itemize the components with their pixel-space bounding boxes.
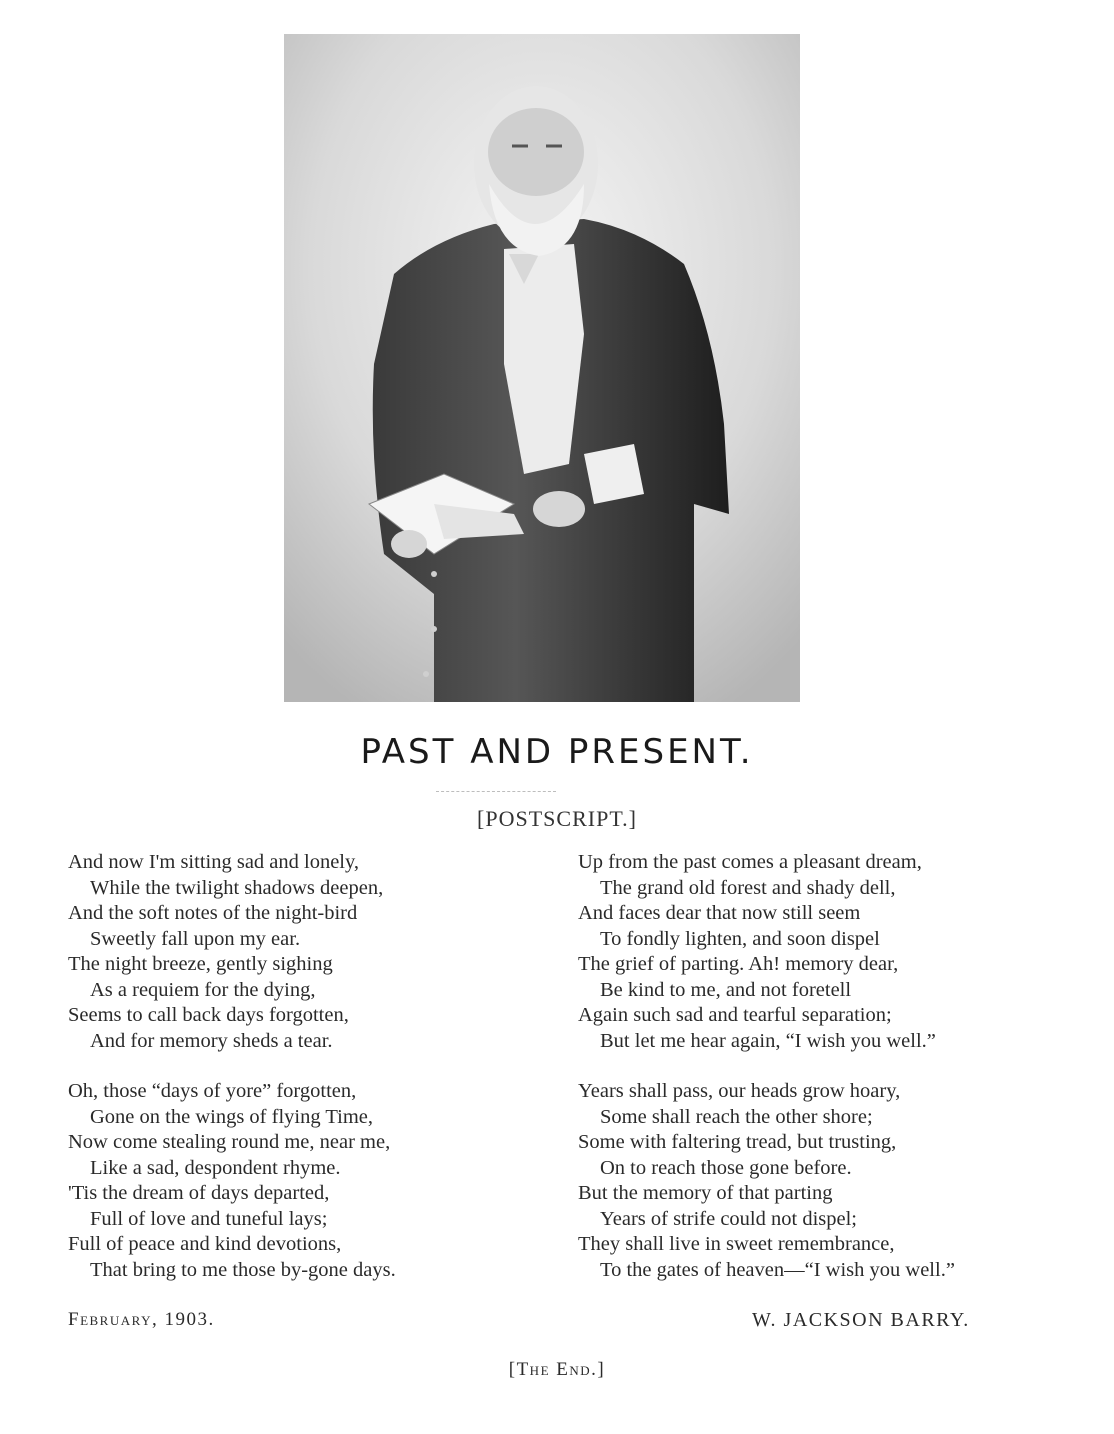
poem-line: Full of peace and kind devotions, [68, 1233, 342, 1255]
poem-line: That bring to me those by-gone days. [90, 1258, 396, 1281]
poem-left-column [68, 850, 538, 1308]
poem-line: Some with faltering tread, but trusting, [578, 1131, 897, 1153]
poem-line: And now I'm sitting sad and lonely, [68, 851, 360, 873]
poem-line: Years of strife could not dispel; [600, 1207, 857, 1230]
poem-line: The grand old forest and shady dell, [600, 876, 896, 899]
title-divider [436, 791, 556, 793]
poem-line: To fondly lighten, and soon dispel [600, 927, 880, 950]
portrait-illustration [284, 34, 800, 702]
poem-line: While the twilight shadows deepen, [90, 876, 384, 899]
poem-line: And for memory sheds a tear. [90, 1029, 333, 1052]
poem-right-column [578, 850, 1048, 1308]
page-title: PAST AND PRESENT. [360, 732, 754, 772]
subtitle: [POSTSCRIPT.] [477, 806, 637, 831]
poem-line: But the memory of that parting [578, 1182, 833, 1204]
poem-line: As a requiem for the dying, [90, 978, 316, 1001]
poem-line: Up from the past comes a pleasant dream, [578, 851, 922, 873]
poem-line: They shall live in sweet remembrance, [578, 1233, 895, 1255]
poem-line: Again such sad and tearful separation; [578, 1004, 892, 1026]
poem-line: On to reach those gone before. [600, 1156, 852, 1179]
author-signature: W. JACKSON BARRY. [752, 1309, 970, 1331]
poem-line: Like a sad, despondent rhyme. [90, 1156, 341, 1179]
end-marker: [The End.] [508, 1359, 606, 1380]
poem-line: And faces dear that now still seem [578, 902, 861, 924]
date-line: February, 1903. [68, 1309, 215, 1330]
poem-line: And the soft notes of the night-bird [68, 902, 358, 924]
poem-line: Oh, those “days of yore” forgotten, [68, 1080, 357, 1102]
poem-line: Gone on the wings of flying Time, [90, 1105, 374, 1128]
poem-line: Seems to call back days forgotten, [68, 1004, 349, 1026]
stanza [68, 850, 538, 1054]
poem-line: Years shall pass, our heads grow hoary, [578, 1080, 901, 1102]
poem-line: The grief of parting. Ah! memory dear, [578, 953, 899, 975]
poem-line: 'Tis the dream of days departed, [68, 1182, 330, 1204]
poem-line: But let me hear again, “I wish you well.” [600, 1029, 936, 1052]
poem-line: Now come stealing round me, near me, [68, 1131, 391, 1153]
poem-line: Be kind to me, and not foretell [600, 978, 852, 1001]
stanza [578, 1079, 1048, 1283]
poem-line: Sweetly fall upon my ear. [90, 927, 301, 950]
stanza [68, 1079, 538, 1283]
poem-line: Full of love and tuneful lays; [90, 1207, 328, 1230]
poem-line: Some shall reach the other shore; [600, 1105, 873, 1128]
stanza [578, 850, 1048, 1054]
poem-line: To the gates of heaven—“I wish you well.” [600, 1258, 955, 1281]
portrait-photo [284, 34, 800, 702]
poem-line: The night breeze, gently sighing [68, 953, 333, 975]
